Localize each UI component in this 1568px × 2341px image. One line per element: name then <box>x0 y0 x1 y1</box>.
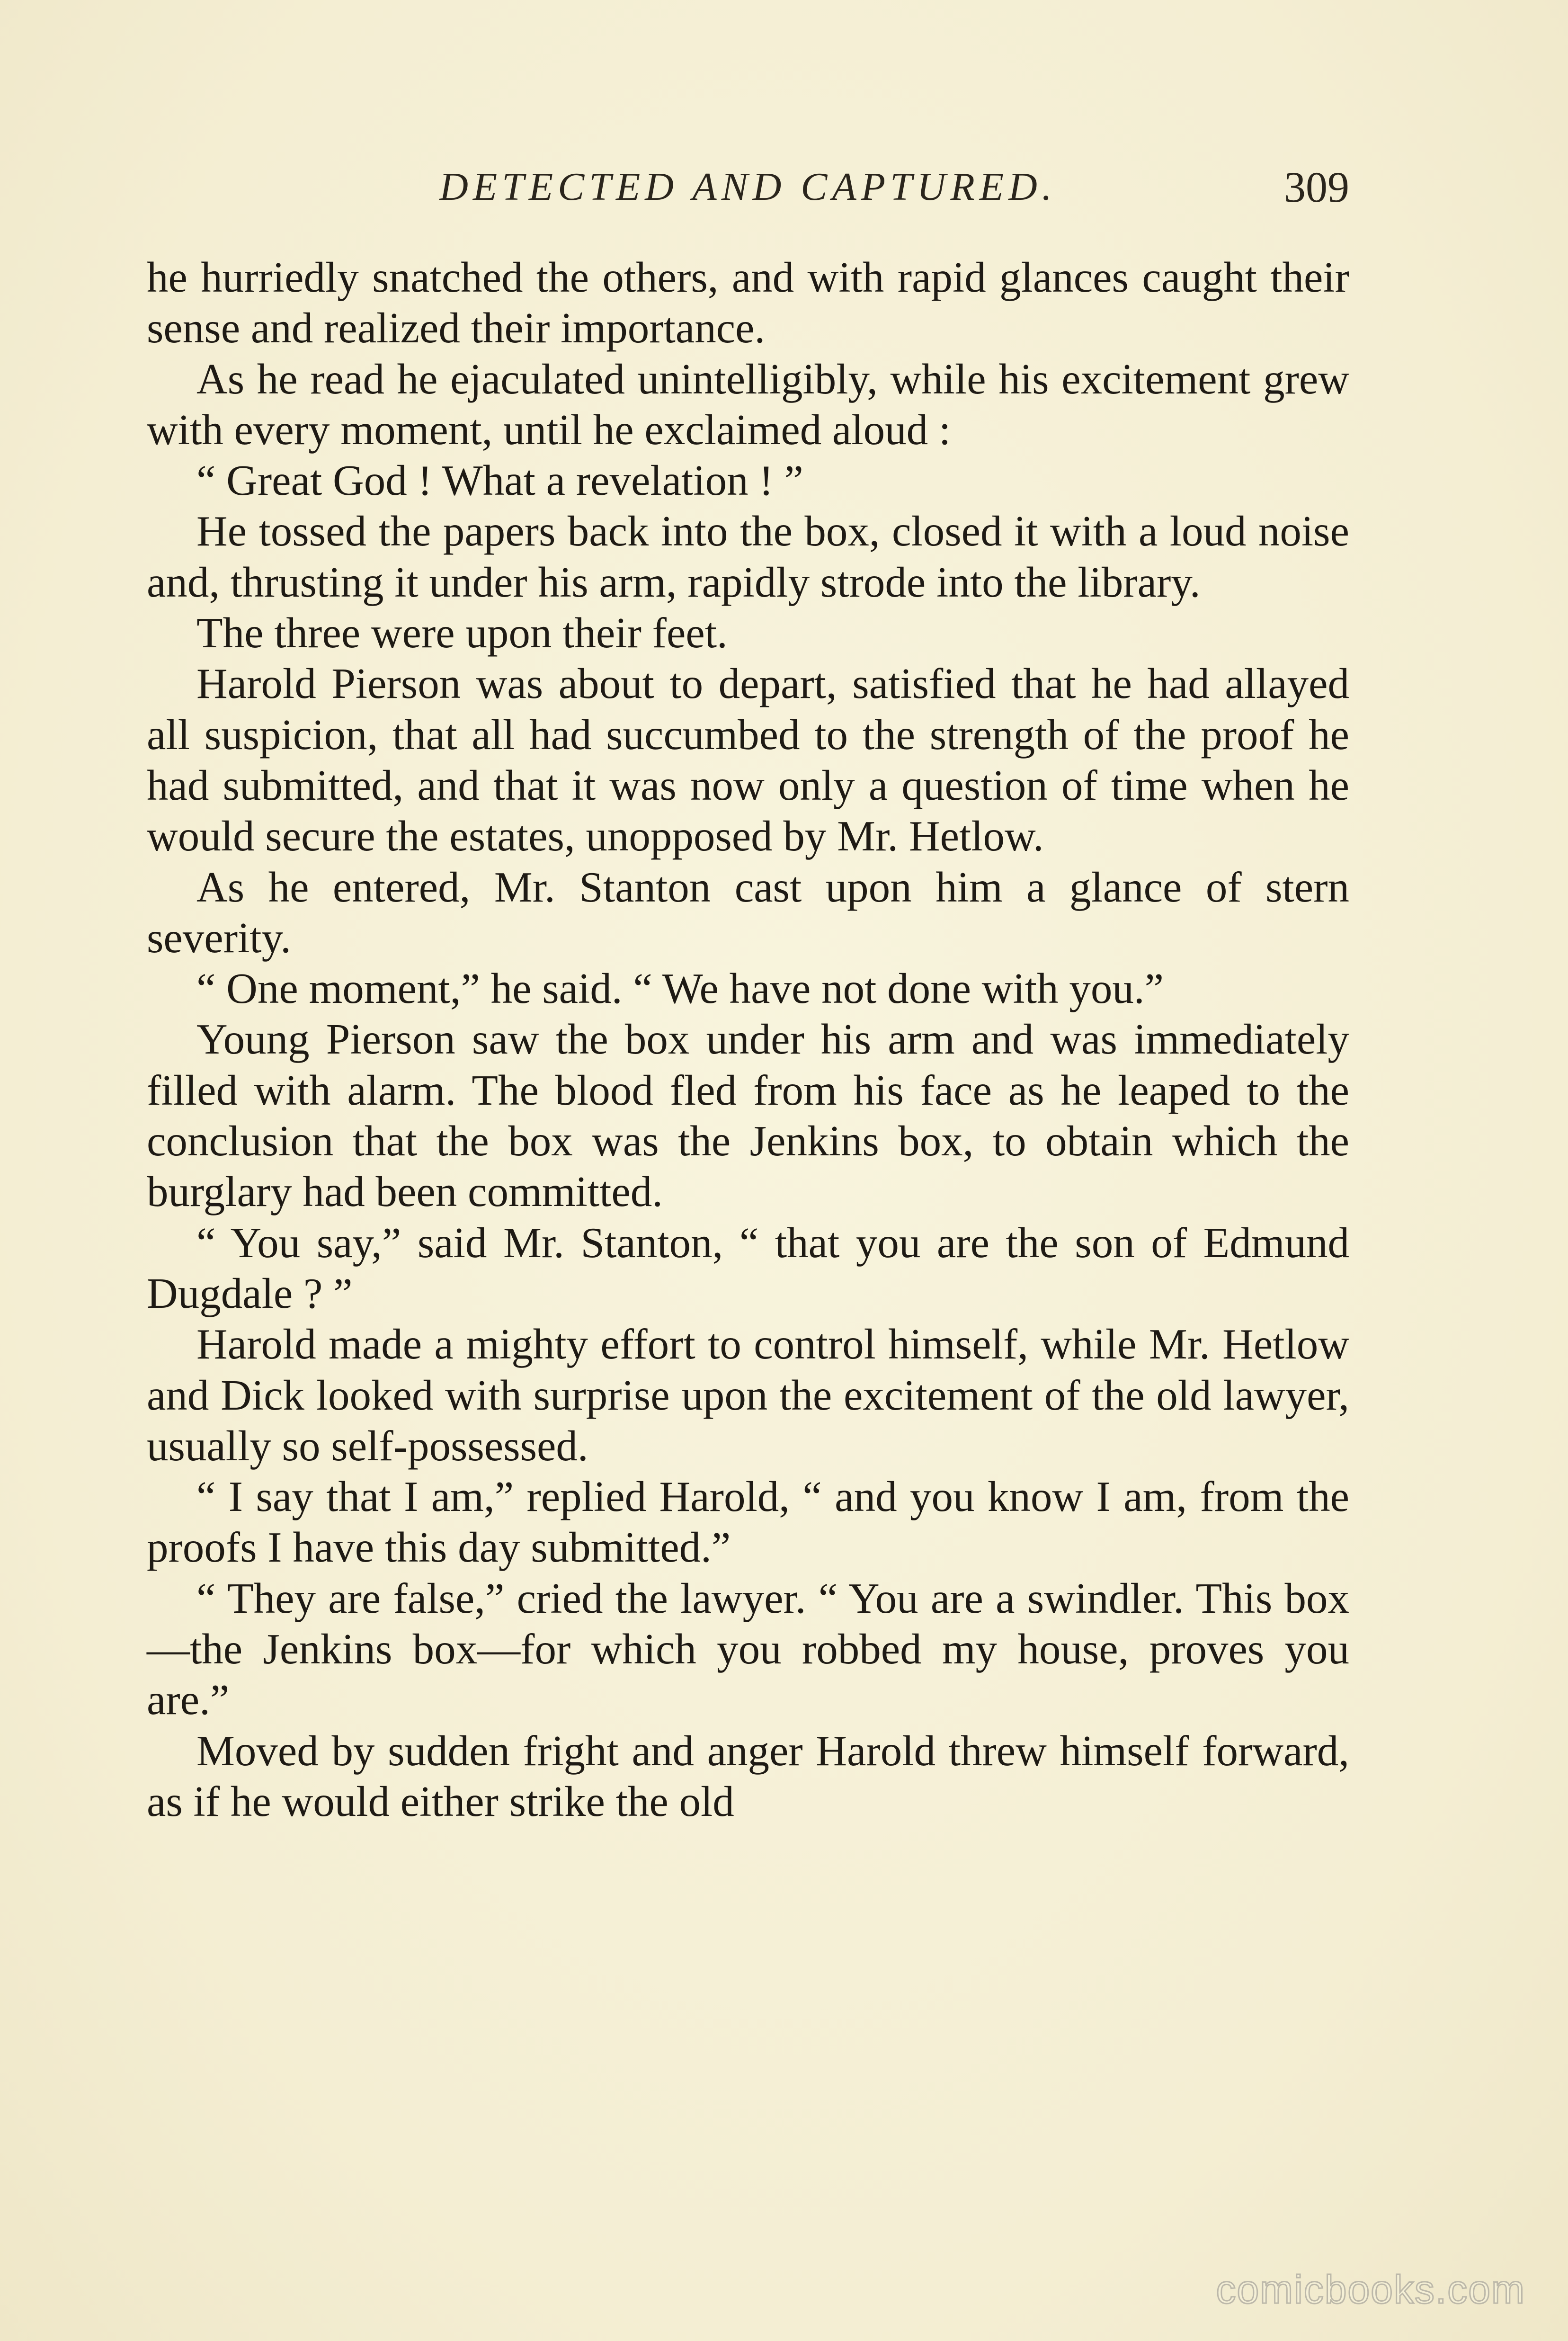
watermark: comicbooks.com <box>1216 2267 1525 2312</box>
paragraph: The three were upon their feet. <box>196 609 728 657</box>
paragraph: Harold made a mighty effort to control himself, while Mr. Hetlow and Dick looked with surprise upon the excitement of the old lawyer, usually so self-possessed. <box>147 1320 1349 1470</box>
paragraph: “ I say that I am,” replied Harold, “ and you know I am, from the proofs I have this day submitted.” <box>147 1473 1349 1572</box>
paragraph: “ One moment,” he said. “ We have not done with you.” <box>196 965 1164 1013</box>
paragraph: As he entered, Mr. Stanton cast upon him a glance of stern severity. <box>147 863 1349 962</box>
paragraph: As he read he ejaculated unintelligibly, while his excitement grew with every moment, until he exclaimed aloud : <box>147 355 1349 454</box>
running-head <box>147 156 1349 218</box>
paragraph: Moved by sudden fright and anger Harold threw himself forward, as if he would either strike the old <box>147 1726 1349 1825</box>
paragraph: “ Great God ! What a revelation ! ” <box>196 456 803 505</box>
paragraph: Young Pierson saw the box under his arm and was immediately filled with alarm. The blood fled from his face as he leaped to the conclusion that the box was the Jenkins box, to obtain which the burglary had been committed. <box>147 1015 1349 1216</box>
paragraph: “ They are false,” cried the lawyer. “ You are a swindler. This box—the Jenkins box—for which you robbed my house, proves you are.” <box>147 1574 1349 1724</box>
paragraph: he hurriedly snatched the others, and with rapid glances caught their sense and realized their importance. <box>147 253 1349 352</box>
body-text <box>147 252 1349 1827</box>
paragraph: He tossed the papers back into the box, closed it with a loud noise and, thrusting it under his arm, rapidly strode into the library. <box>147 507 1349 606</box>
paragraph: “ You say,” said Mr. Stanton, “ that you are the son of Edmund Dugdale ? ” <box>147 1218 1349 1317</box>
paragraph: Harold Pierson was about to depart, satisfied that he had allayed all suspicion, that all had succumbed to the strength of the proof he had submitted, and that it was now only a question of time when he would secure the estates, unopposed by Mr. Hetlow. <box>147 660 1349 860</box>
running-title: DETECTED AND CAPTURED. <box>439 165 1057 209</box>
page-number: 309 <box>1284 163 1349 211</box>
